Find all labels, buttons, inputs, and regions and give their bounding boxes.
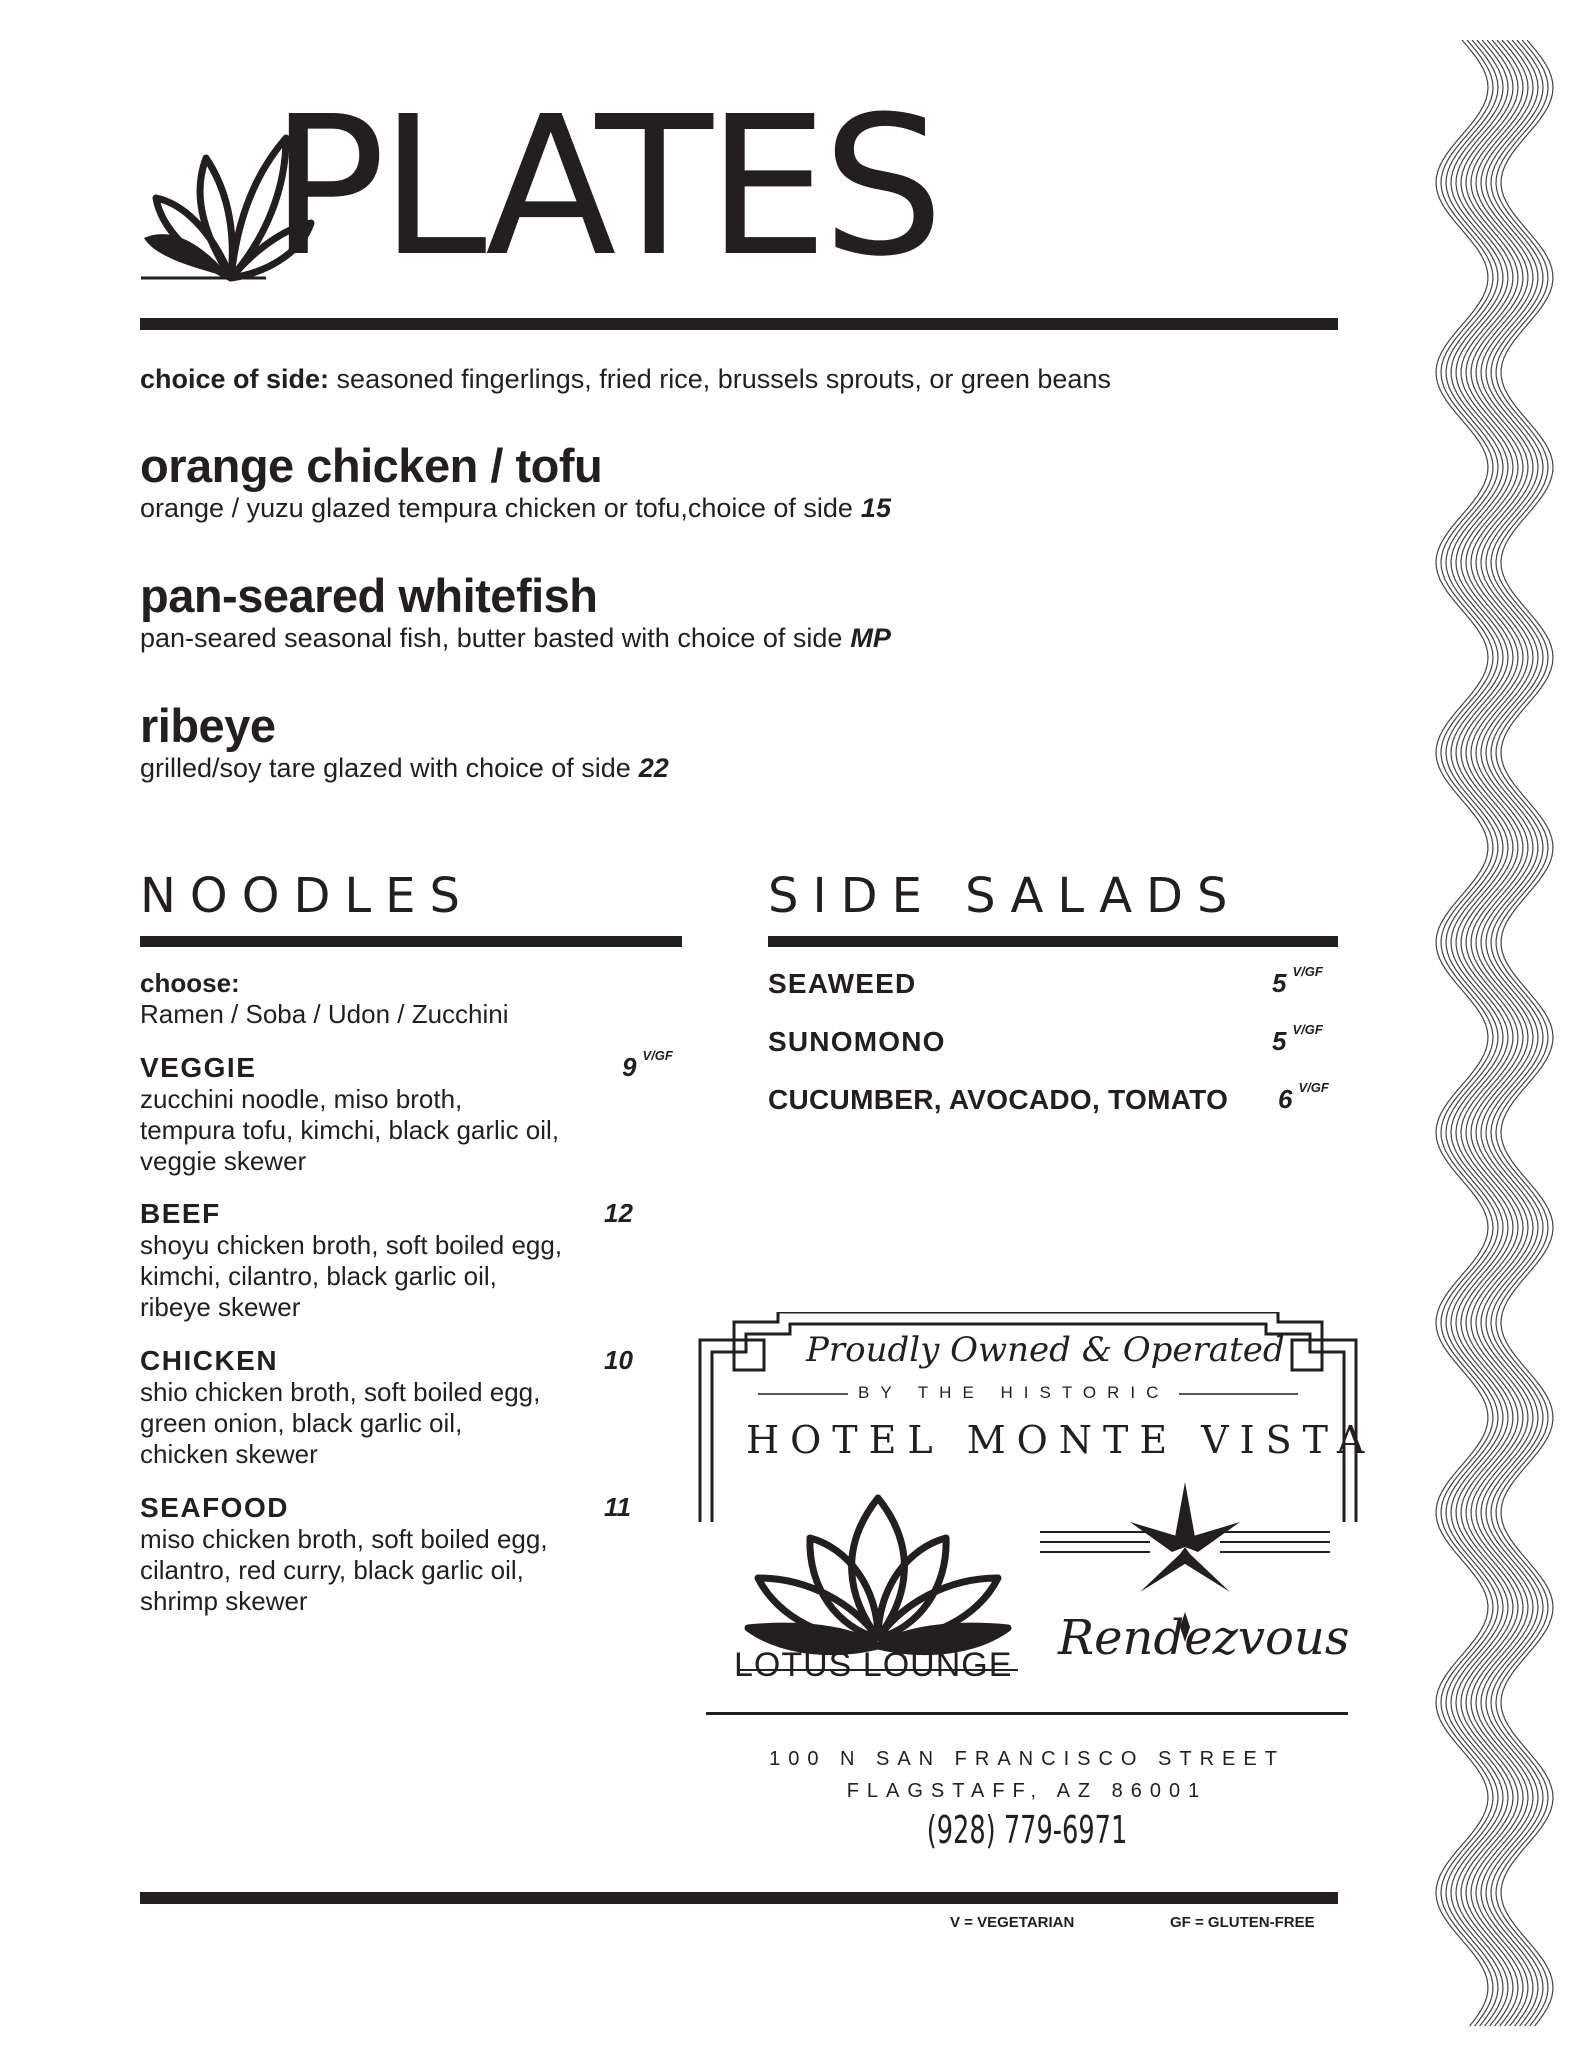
dietary-tag: V/GF [1298,1080,1329,1095]
noodle-item-desc-line: chicken skewer [140,1439,318,1469]
noodle-choose-options: Ramen / Soba / Udon / Zucchini [140,999,509,1029]
dish-description: grilled/soy tare glazed with choice of side 22 [140,753,669,783]
noodle-item-seafood [140,1492,685,1617]
page-title: PLATES [270,76,939,299]
dish-name: ribeye [140,699,276,752]
salad-item-price: 6 $^{V/GF}$ [1278,1080,1329,1114]
dish-price: 22 [638,753,669,783]
noodle-item-price: 12 [604,1198,633,1228]
side-options-label: choice of side: [140,364,330,394]
noodle-item-desc-line: tempura tofu, kimchi, black garlic oil, [140,1115,560,1145]
salad-item-name: SUNOMONO [768,1026,946,1057]
dish-description: pan-seared seasonal fish, butter basted with choice of side MP [140,623,891,653]
noodle-item-name: SEAFOOD [140,1492,289,1523]
by-the-historic-text: BY THE HISTORIC [848,1383,1179,1403]
side-salads-divider [768,936,1338,947]
header-divider [140,318,1338,330]
owned-operated-text: Proudly Owned & Operated [806,1330,1285,1370]
noodle-item-price: 11 [604,1492,631,1522]
hotel-name: HOTEL MONTE VISTA [746,1418,1376,1462]
noodle-item-price: 10 [604,1345,633,1375]
dietary-tag: V/GF [642,1048,673,1063]
noodles-divider [140,936,682,947]
noodle-item-chicken [140,1345,685,1470]
side-options-text: seasoned fingerlings, fried rice, brussels sprouts, or green beans [329,364,1111,394]
address-line-1: 100 N SAN FRANCISCO STREET [769,1748,1285,1770]
noodle-item-desc-line: miso chicken broth, soft boiled egg, [140,1524,548,1554]
noodle-item-beef [140,1198,685,1323]
lotus-lounge-text: LOTUS LOUNGE [734,1646,1013,1684]
noodle-item-desc-line: cilantro, red curry, black garlic oil, [140,1555,524,1585]
noodle-item-desc-line: zucchini noodle, miso broth, [140,1084,463,1114]
footer-divider [140,1892,1338,1904]
dish-name: orange chicken / tofu [140,439,603,492]
noodle-item-desc-line: kimchi, cilantro, black garlic oil, [140,1261,497,1291]
noodle-item-veggie [140,1048,685,1177]
legend-vegetarian: V = VEGETARIAN [950,1914,1075,1931]
noodle-item-desc-line: veggie skewer [140,1146,307,1176]
dish-whitefish [140,570,891,654]
branding-divider [706,1712,1348,1715]
rendezvous-text: Rendezvous [1058,1610,1350,1666]
salad-item-name: CUCUMBER, AVOCADO, TOMATO [768,1084,1229,1115]
dish-price: MP [850,623,891,653]
noodle-item-desc-line: ribeye skewer [140,1292,301,1322]
salad-item-price: 5 $^{V/GF}$ [1272,964,1323,998]
legend-gluten-free: GF = GLUTEN-FREE [1170,1914,1315,1931]
salad-item-price: 5 $^{V/GF}$ [1272,1022,1323,1056]
side-options-line [140,364,1111,395]
dish-price: 15 [860,493,891,523]
noodle-item-desc-line: shrimp skewer [140,1586,308,1616]
noodle-item-name: VEGGIE [140,1052,257,1083]
noodle-item-desc-line: shoyu chicken broth, soft boiled egg, [140,1230,563,1260]
wave-pattern-decoration [1420,40,1570,2030]
noodle-item-name: CHICKEN [140,1345,279,1376]
dish-ribeye [140,700,669,784]
address-line-2: FLAGSTAFF, AZ 86001 [846,1780,1208,1802]
noodle-item-name: BEEF [140,1198,221,1229]
noodles-heading: NOODLES [140,868,474,924]
dish-orange-chicken [140,440,891,524]
phone-number: (928) 779-6971 [926,1808,1128,1852]
salad-item-name: SEAWEED [768,968,917,999]
noodle-item-desc-line: green onion, black garlic oil, [140,1408,463,1438]
noodle-item-desc-line: shio chicken broth, soft boiled egg, [140,1377,541,1407]
dietary-tag: V/GF [1292,964,1323,979]
noodle-choose-label: choose: [140,968,240,998]
dish-description: orange / yuzu glazed tempura chicken or tofu,choice of side 15 [140,493,891,523]
dietary-tag: V/GF [1292,1022,1323,1037]
noodle-choose [140,968,509,1030]
dish-name: pan-seared whitefish [140,569,598,622]
noodle-item-price: 9 $^{V/GF}$ [622,1048,673,1082]
side-salads-heading: SIDE SALADS [768,868,1242,924]
